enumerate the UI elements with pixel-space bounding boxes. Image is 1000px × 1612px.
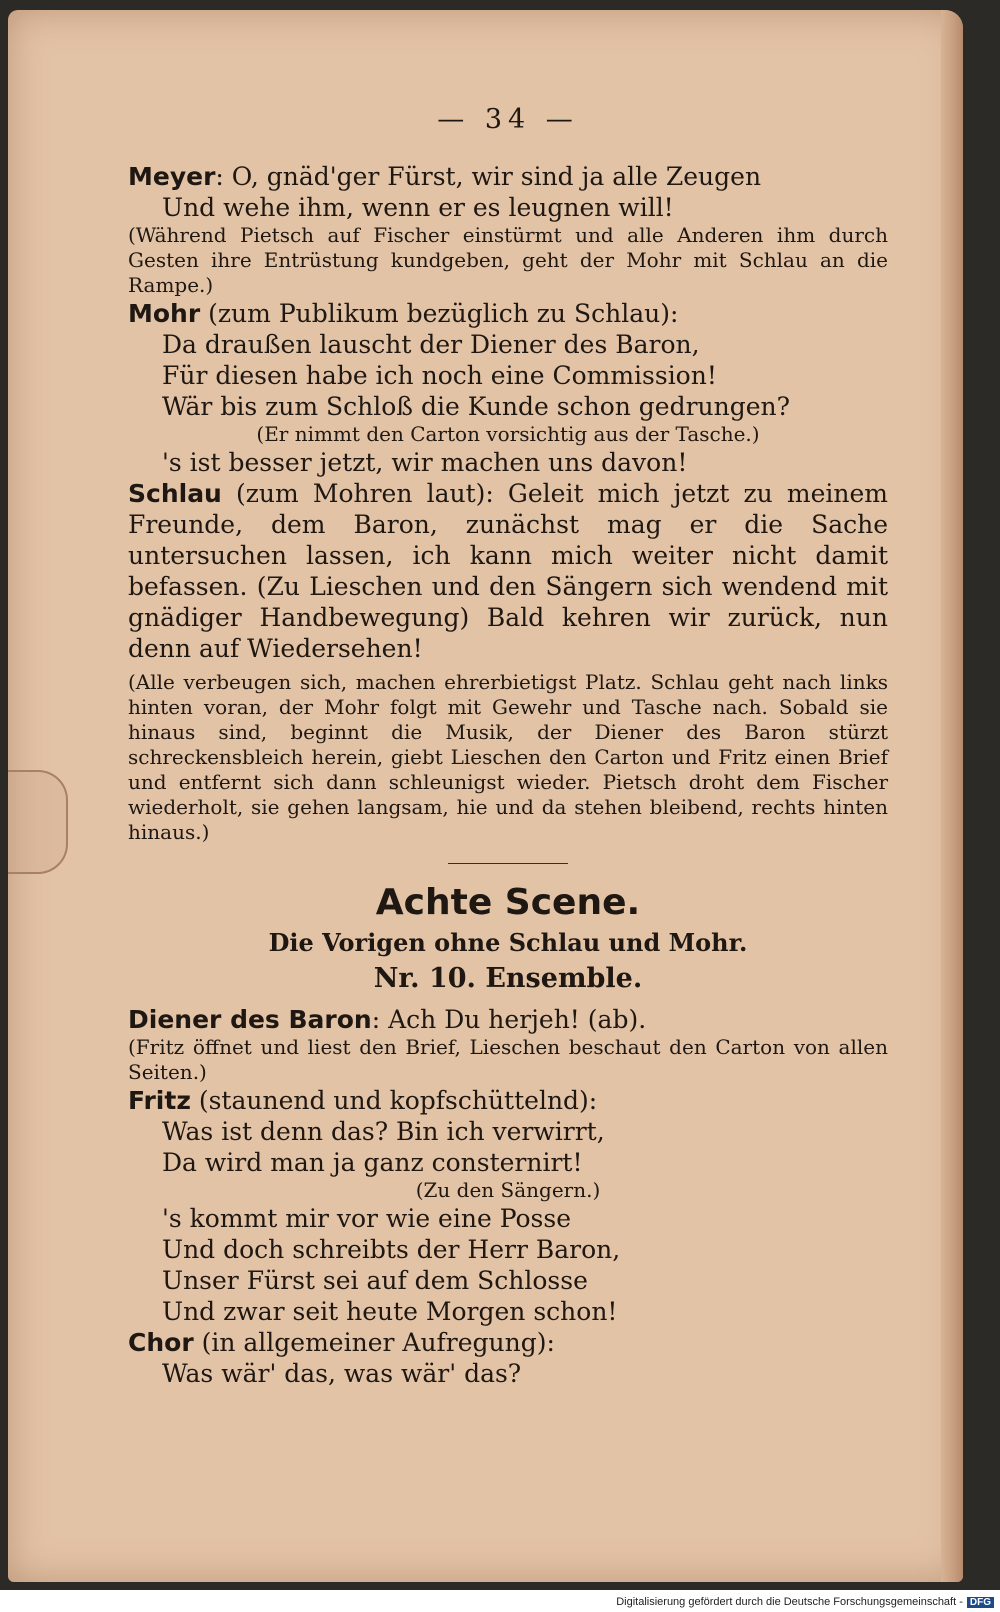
fritz-line: Und doch schreibts der Herr Baron, [162, 1235, 621, 1264]
chor-line: Was wär' das, was wär' das? [162, 1359, 522, 1388]
schlau-text: (zum Mohren laut): Geleit mich jetzt zu meinem Freunde, dem Baron, zunächst mag er die Sache untersuchen lassen, ich kann mich weiter nicht damit befassen. (Zu Lieschen und den Sängern sich wendend mit gnädiger Handbewegung) Bald kehren wir zurück, nun denn auf Wiedersehen! [128, 479, 888, 663]
footer-text: Digitalisierung gefördert durch die Deutsche Forschungsgemeinschaft - [616, 1596, 963, 1608]
meyer-line-2: Und wehe ihm, wenn er es leugnen will! [162, 193, 674, 222]
diener-text: : Ach Du herjeh! (ab). [371, 1005, 647, 1034]
speaker-chor: Chor [128, 1328, 194, 1357]
speaker-mohr: Mohr [128, 299, 201, 328]
chor-intro [128, 1327, 888, 1358]
speaker-meyer: Meyer [128, 162, 216, 191]
fritz-stage-direction: (Zu den Sängern.) [415, 1178, 601, 1202]
page-number: — 34 — [437, 104, 579, 135]
stage-direction-3: (Fritz öffnet und liest den Brief, Lieschen beschaut den Carton von allen Seiten.) [128, 1035, 888, 1084]
scene-title: Achte Scene. [375, 882, 641, 923]
diener-line [128, 1004, 888, 1035]
scene-number: Nr. 10. Ensemble. [373, 963, 643, 994]
mohr-line: Wär bis zum Schloß die Kunde schon gedrungen? [162, 392, 791, 421]
meyer-line-1 [128, 161, 888, 192]
mohr-line: Da draußen lauscht der Diener des Baron, [162, 330, 700, 359]
mohr-intro [128, 298, 888, 329]
digitization-footer [616, 1596, 994, 1608]
fritz-intro [128, 1085, 888, 1116]
fritz-intro-text: (staunend und kopfschüttelnd): [190, 1086, 598, 1115]
page-tab-mark [8, 770, 68, 874]
fritz-line: Was ist denn das? Bin ich verwirrt, [162, 1117, 605, 1146]
mohr-line: Für diesen habe ich noch eine Commission! [162, 361, 717, 390]
fritz-line: Und zwar seit heute Morgen schon! [162, 1297, 618, 1326]
schlau-speech [128, 478, 888, 664]
speaker-diener: Diener des Baron [128, 1005, 372, 1034]
speaker-schlau: Schlau [128, 479, 222, 508]
scene-subtitle: Die Vorigen ohne Schlau und Mohr. [268, 928, 748, 957]
page-edge [941, 10, 963, 1582]
mohr-intro-text: (zum Publikum bezüglich zu Schlau): [200, 299, 679, 328]
mohr-line-last: 's ist besser jetzt, wir machen uns davon! [162, 448, 688, 477]
dfg-logo: DFG [967, 1597, 994, 1608]
fritz-line: Unser Fürst sei auf dem Schlosse [162, 1266, 588, 1295]
stage-direction-1: (Während Pietsch auf Fischer einstürmt und alle Anderen ihm durch Gesten ihre Entrüstung kundgeben, geht der Mohr mit Schlau an die Rampe.) [128, 223, 888, 297]
meyer-text-1: : O, gnäd'ger Fürst, wir sind ja alle Zeugen [215, 162, 762, 191]
page-text [128, 104, 888, 1389]
fritz-line: Da wird man ja ganz consternirt! [162, 1148, 583, 1177]
chor-intro-text: (in allgemeiner Aufregung): [193, 1328, 555, 1357]
mohr-stage-direction: (Er nimmt den Carton vorsichtig aus der Tasche.) [256, 422, 760, 446]
divider-rule [448, 863, 568, 864]
fritz-line: 's kommt mir vor wie eine Posse [162, 1204, 572, 1233]
speaker-fritz: Fritz [128, 1086, 191, 1115]
stage-direction-2: (Alle verbeugen sich, machen ehrerbietigst Platz. Schlau geht nach links hinten voran, der Mohr folgt mit Gewehr und Tasche nach. Sobald sie hinaus sind, beginnt die Musik, der Diener des Baron stürzt schreckensbleich herein, giebt Lieschen den Carton und Fritz einen Brief und entfernt sich dann schleunigst wieder. Pietsch droht dem Fischer wiederholt, sie gehen langsam, hie und da stehen bleibend, rechts hinten hinaus.) [128, 670, 888, 844]
